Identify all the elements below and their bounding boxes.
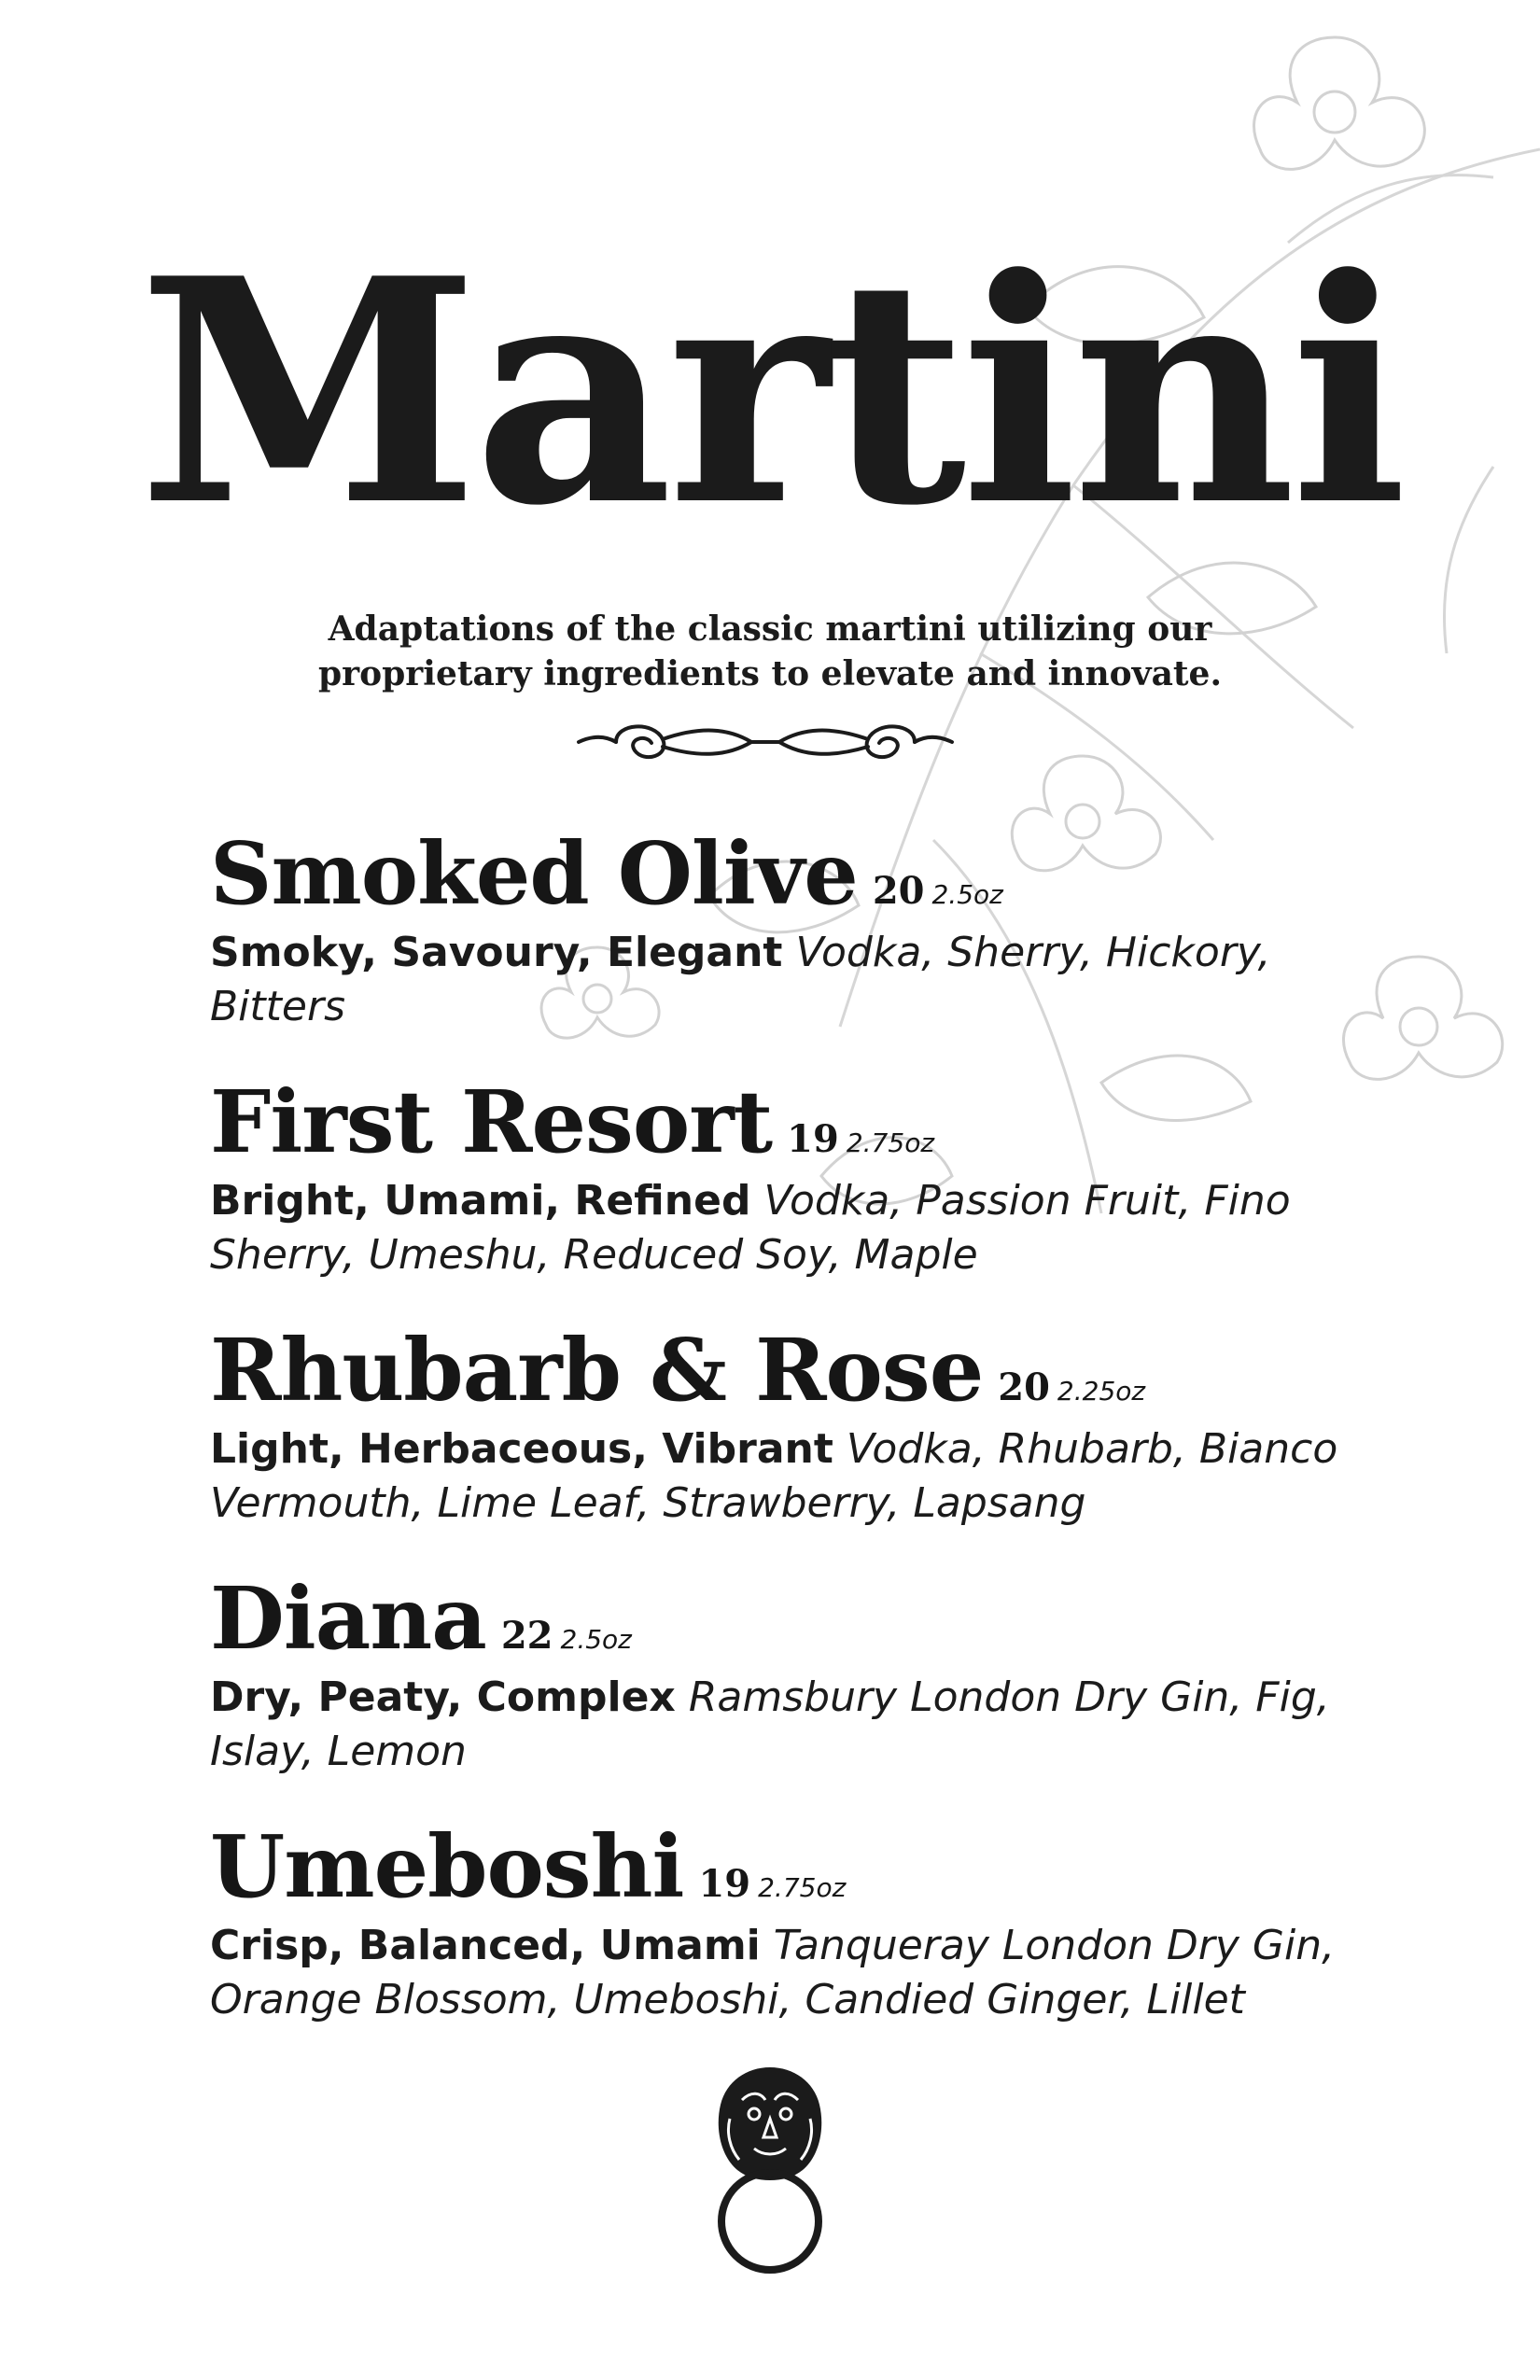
menu-item-tags: Crisp, Balanced, Umami — [210, 1922, 761, 1969]
menu-item — [210, 1814, 1395, 2027]
menu-item-ingredients: Tanqueray London Dry Gin, Orange Blossom, Umeboshi, Candied Ginger, Lillet — [210, 1922, 1336, 2023]
menu-item-price: 19 — [698, 1862, 751, 1906]
menu-item-price: 19 — [787, 1117, 839, 1161]
page-subtitle: Adaptations of the classic martini utilizing our proprietary ingredients to elevate and innovate. — [317, 609, 1222, 693]
menu-item-size: 2.5oz — [560, 1624, 632, 1655]
menu-item-tags: Bright, Umami, Refined — [210, 1177, 751, 1225]
menu-item-tags: Smoky, Savoury, Elegant — [210, 929, 783, 976]
menu-item-name: Umeboshi — [210, 1816, 684, 1917]
menu-item-ingredients: Vodka, Rhubarb, Bianco Vermouth, Lime Leaf, Strawberry, Lapsang — [210, 1425, 1338, 1527]
lion-door-knocker-icon — [709, 2063, 831, 2277]
menu-item-tags: Dry, Peaty, Complex — [210, 1673, 676, 1721]
menu-item-size: 2.25oz — [1057, 1376, 1146, 1407]
menu-item-ingredients: Vodka, Passion Fruit, Fino Sherry, Umeshu, Reduced Soy, Maple — [210, 1177, 1291, 1279]
menu-item-name: Smoked Olive — [210, 823, 858, 924]
menu-item-size: 2.75oz — [758, 1872, 847, 1903]
menu-item-name: Diana — [210, 1568, 486, 1669]
menu-item — [210, 1566, 1395, 1779]
menu-item-price: 20 — [872, 869, 925, 913]
menu-item-tags: Light, Herbaceous, Vibrant — [210, 1425, 833, 1473]
menu-item — [210, 1070, 1395, 1282]
menu-item — [210, 821, 1395, 1034]
menu-item-size: 2.5oz — [931, 879, 1003, 910]
menu-item-ingredients: Ramsbury London Dry Gin, Fig, Islay, Lemon — [210, 1673, 1330, 1775]
menu-item-name: Rhubarb & Rose — [210, 1320, 984, 1421]
menu-item-size: 2.75oz — [846, 1127, 935, 1158]
menu-item — [210, 1318, 1395, 1531]
menu-list — [210, 821, 1395, 2063]
menu-item-ingredients: Vodka, Sherry, Hickory, Bitters — [210, 929, 1271, 1030]
flourish-divider-icon — [560, 709, 971, 775]
menu-item-name: First Resort — [210, 1071, 773, 1172]
menu-item-price: 20 — [998, 1365, 1050, 1409]
menu-item-price: 22 — [500, 1614, 553, 1658]
page-title: Martini — [137, 211, 1403, 573]
